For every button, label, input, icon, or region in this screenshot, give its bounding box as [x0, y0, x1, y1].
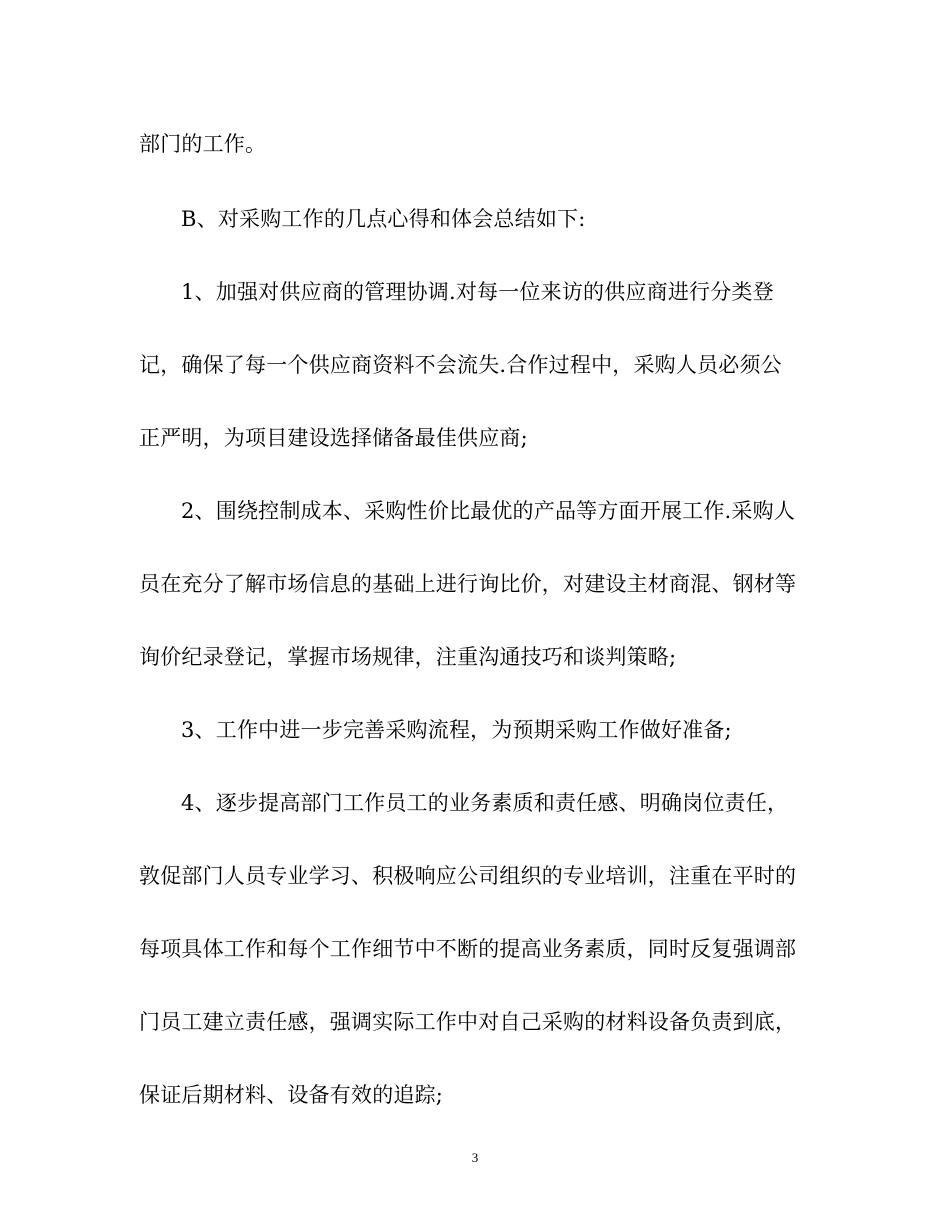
paragraph-line-7: 员在充分了解市场信息的基础上进行询比价，对建设主材商混、钢材等	[139, 572, 797, 596]
paragraph-line-3: 1、加强对供应商的管理协调.对每一位来访的供应商进行分类登	[181, 280, 774, 304]
paragraph-line-10: 4、逐步提高部门工作员工的业务素质和责任感、明确岗位责任，	[181, 791, 789, 815]
paragraph-line-13: 门员工建立责任感，强调实际工作中对自己采购的材料设备负责到底，	[139, 1010, 797, 1034]
paragraph-line-12: 每项具体工作和每个工作细节中不断的提高业务素质，同时反复强调部	[139, 937, 797, 961]
page-number: 3	[471, 1150, 479, 1165]
paragraph-line-14: 保证后期材料、设备有效的追踪;	[139, 1083, 444, 1107]
paragraph-line-6: 2、围绕控制成本、采购性价比最优的产品等方面开展工作.采购人	[181, 499, 796, 523]
paragraph-line-2: B、对采购工作的几点心得和体会总结如下:	[181, 207, 586, 231]
paragraph-line-1: 部门的工作。	[139, 132, 267, 156]
paragraph-line-4: 记，确保了每一个供应商资料不会流失.合作过程中，采购人员必须公	[139, 353, 782, 377]
paragraph-line-11: 敦促部门人员专业学习、积极响应公司组织的专业培训，注重在平时的	[139, 864, 797, 888]
paragraph-line-9: 3、工作中进一步完善采购流程，为预期采购工作做好准备;	[181, 718, 732, 742]
paragraph-line-5: 正严明，为项目建设选择储备最佳供应商;	[139, 426, 528, 450]
paragraph-line-8: 询价纪录登记，掌握市场规律，注重沟通技巧和谈判策略;	[139, 645, 677, 669]
